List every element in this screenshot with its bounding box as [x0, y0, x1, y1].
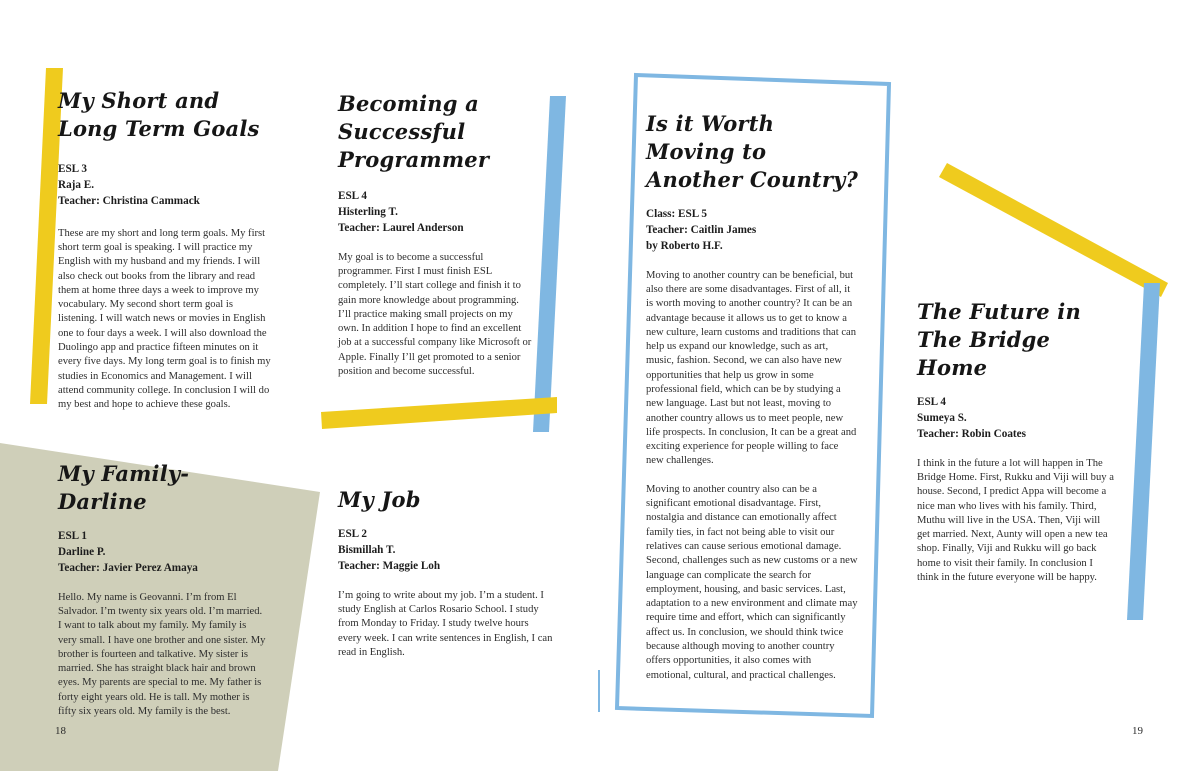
- article-short-long-goals: [58, 87, 273, 426]
- article-body: [646, 269, 858, 683]
- article-meta: [917, 394, 1115, 443]
- teacher-name: Teacher: Caitlin James: [646, 224, 757, 237]
- class-label: ESL 1: [58, 530, 87, 542]
- author-name: Histerling T.: [338, 206, 398, 219]
- article-my-job: [338, 486, 553, 674]
- paragraph: I’m going to write about my job. I’m a student. I study English at Carlos Rosario School. I study from Monday to Friday. I study twelve hours every week. I can write sentences in English, I can read in English.: [338, 589, 553, 658]
- article-family-darline: [58, 460, 266, 733]
- class-label: ESL 4: [917, 396, 946, 408]
- article-programmer: [338, 90, 533, 393]
- author-name: by Roberto H.F.: [646, 240, 723, 253]
- author-name: Bismillah T.: [338, 544, 396, 557]
- paragraph: Moving to another country can be beneficial, but also there are some disadvantages. First of all, it is worth moving to another country? It can be an advantage because it allows us to get to know a new culture, learn customs and traditions that can help us expand our knowledge, such as art, music, fashion. Second, we can also have new opportunities that help us grow in some professional field, which can be by studying a new language. Last but not least, moving to another country allows us to meet people, new life prospects. In conclusion, It can be a great and exciting experience for people willing to face new challenges.: [646, 269, 857, 467]
- paragraph: Moving to another country also can be a significant emotional disadvantage. First, nostalgia and distance can emotionally affect family ties, in fact not being able to visit our relatives can cause serious emotional damage. Second, challenges such as new customs or a new language can complicate the search for employment, housing, and basic services. Last, adaptation to a new environment and climate may require time and effort, which can significantly affect us. In conclusion, we should think twice because although moving to another country offers opportunities, it also comes with emotional, cultural, and practical challenges.: [646, 483, 858, 681]
- paragraph: I think in the future a lot will happen in The Bridge Home. First, Rukku and Viji will buy a house. Second, I predict Appa will become a nice man who lives with his family. Third, Muthu will live in the USA. Then, Viji will get married. Next, Aunty will open a new tea shop. Finally, Viji and Rukku will go back home to visit their family. In conclusion I think in the future everyone will be happy.: [917, 457, 1114, 583]
- article-bridge-home: [917, 298, 1115, 599]
- teacher-name: Teacher: Robin Coates: [917, 428, 1026, 441]
- teacher-name: Teacher: Javier Perez Amaya: [58, 562, 198, 575]
- article-meta: [338, 526, 553, 575]
- article-title: My Short and Long Term Goals: [58, 88, 260, 141]
- blue-bar-right-vertical: [1127, 283, 1160, 620]
- teacher-name: Teacher: Christina Cammack: [58, 195, 200, 208]
- article-title: Becoming a Successful Programmer: [338, 91, 490, 172]
- article-body: [338, 251, 533, 380]
- article-body: [58, 227, 273, 413]
- paragraph: Hello. My name is Geovanni. I’m from El Salvador. I’m twenty six years old. I’m married. I want to talk about my family. My family is very small. I have one brother and one sister. My brother is fourteen and talkative. My sister is married. She has straight black hair and brown eyes. My parents are special to me. My father is forty eight years old. He is tall. My mother is fifty six years old. My family is the best.: [58, 591, 266, 717]
- class-label: ESL 2: [338, 528, 367, 540]
- article-title: My Job: [338, 487, 421, 512]
- paragraph: My goal is to become a successful programmer. First I must finish ESL completely. I’ll start college and finish it to gain more knowledge about programming. I’ll practice making small projects on my own. In addition I hope to find an excellent job at a successful company like Microsoft or Apple. Finally I’ll get promoted to a senior position and become successful.: [338, 251, 532, 377]
- author-name: Raja E.: [58, 179, 95, 192]
- article-moving: [646, 110, 858, 697]
- blue-bar-center-vertical: [533, 96, 566, 432]
- article-body: [917, 457, 1115, 586]
- article-meta: [58, 161, 273, 210]
- article-body: [58, 591, 266, 720]
- article-body: [338, 589, 553, 660]
- paragraph: These are my short and long term goals. My first short term goal is speaking. I will practice my English with my husband and my friends. I will also check out books from the library and read them at home three days a week to improve my vocabulary. My second short term goal is listening. I will watch news or movies in English one to four days a week. I will also download the Duolingo app and practice fifteen minutes on it every five days. My long term goal is to finish my studies in Economics and Management. I will attend community college. In conclusion I will do my best and hope to achieve these goals.: [58, 227, 271, 411]
- article-meta: [338, 188, 533, 237]
- article-title: My Family-Darline: [58, 461, 190, 514]
- author-name: Sumeya S.: [917, 412, 967, 425]
- teacher-name: Teacher: Maggie Loh: [338, 560, 441, 573]
- page-number-right: 19: [1132, 725, 1143, 737]
- article-title: The Future in The Bridge Home: [917, 299, 1081, 380]
- page-number-left: 18: [55, 725, 66, 737]
- yellow-bar-right-diagonal: [939, 163, 1168, 297]
- teacher-name: Teacher: Laurel Anderson: [338, 222, 464, 235]
- article-meta: [646, 206, 858, 255]
- class-label: ESL 4: [338, 190, 367, 202]
- author-name: Darline P.: [58, 546, 106, 559]
- article-meta: [58, 528, 266, 577]
- yellow-bar-center-horizontal: [321, 397, 557, 429]
- class-label: Class: ESL 5: [646, 208, 707, 220]
- article-title: Is it Worth Moving to Another Country?: [646, 111, 859, 192]
- class-label: ESL 3: [58, 163, 87, 175]
